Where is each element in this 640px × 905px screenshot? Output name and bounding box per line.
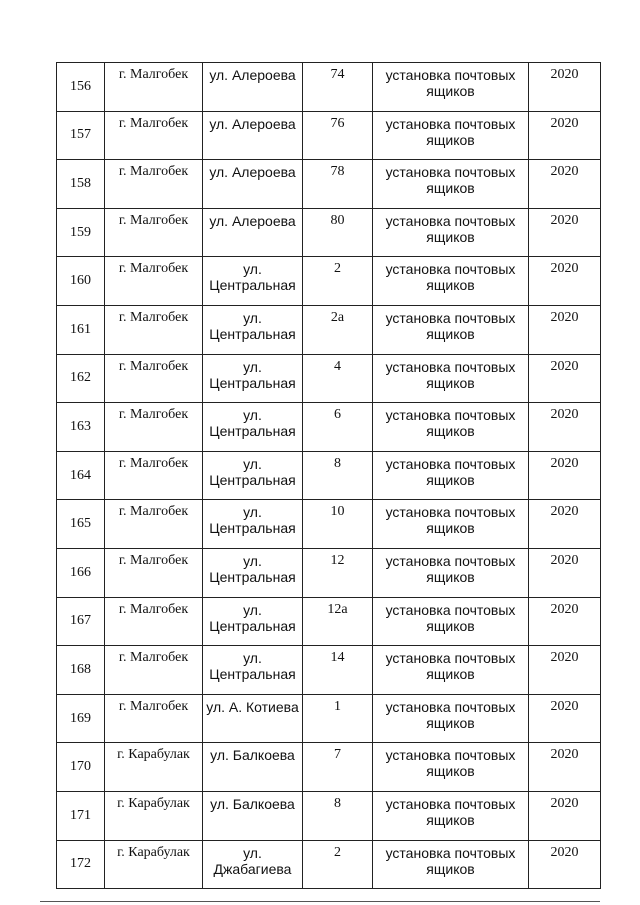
table-row [57,403,601,452]
house-cell: 80 [303,208,373,257]
house-cell: 78 [303,160,373,209]
street-cell: ул. Центральная [203,548,303,597]
work-cell: установка почтовых ящиков [373,694,529,743]
street-cell: ул. Балкоева [203,743,303,792]
street-cell: ул. Центральная [203,257,303,306]
row-number: 162 [57,354,105,403]
house-cell: 8 [303,451,373,500]
city-cell: г. Малгобек [105,111,203,160]
work-cell: установка почтовых ящиков [373,500,529,549]
row-number: 160 [57,257,105,306]
street-cell: ул. Центральная [203,403,303,452]
registry-table [56,62,601,889]
row-number: 163 [57,403,105,452]
table-row [57,305,601,354]
street-cell: ул. Алероева [203,160,303,209]
street-cell: ул. Алероева [203,63,303,112]
row-number: 171 [57,791,105,840]
year-cell: 2020 [529,548,601,597]
work-cell: установка почтовых ящиков [373,791,529,840]
house-cell: 2 [303,840,373,889]
house-cell: 4 [303,354,373,403]
city-cell: г. Карабулак [105,840,203,889]
table-row [57,160,601,209]
table-row [57,111,601,160]
year-cell: 2020 [529,111,601,160]
work-cell: установка почтовых ящиков [373,111,529,160]
table-row [57,63,601,112]
row-number: 172 [57,840,105,889]
year-cell: 2020 [529,354,601,403]
house-cell: 12а [303,597,373,646]
city-cell: г. Карабулак [105,743,203,792]
year-cell: 2020 [529,403,601,452]
table-row [57,840,601,889]
house-cell: 76 [303,111,373,160]
row-number: 156 [57,63,105,112]
row-number: 161 [57,305,105,354]
year-cell: 2020 [529,646,601,695]
street-cell: ул. Центральная [203,500,303,549]
city-cell: г. Малгобек [105,403,203,452]
house-cell: 7 [303,743,373,792]
work-cell: установка почтовых ящиков [373,646,529,695]
year-cell: 2020 [529,160,601,209]
year-cell: 2020 [529,500,601,549]
row-number: 165 [57,500,105,549]
street-cell: ул. Алероева [203,208,303,257]
row-number: 167 [57,597,105,646]
work-cell: установка почтовых ящиков [373,305,529,354]
house-cell: 8 [303,791,373,840]
year-cell: 2020 [529,791,601,840]
year-cell: 2020 [529,694,601,743]
row-number: 169 [57,694,105,743]
work-cell: установка почтовых ящиков [373,403,529,452]
house-cell: 12 [303,548,373,597]
city-cell: г. Малгобек [105,63,203,112]
year-cell: 2020 [529,305,601,354]
page-bottom-rule [40,901,600,902]
street-cell: ул. Центральная [203,597,303,646]
city-cell: г. Малгобек [105,451,203,500]
table-row [57,597,601,646]
work-cell: установка почтовых ящиков [373,597,529,646]
row-number: 159 [57,208,105,257]
house-cell: 2 [303,257,373,306]
city-cell: г. Малгобек [105,305,203,354]
street-cell: ул. Джабагиева [203,840,303,889]
work-cell: установка почтовых ящиков [373,548,529,597]
row-number: 170 [57,743,105,792]
work-cell: установка почтовых ящиков [373,743,529,792]
table-row [57,500,601,549]
city-cell: г. Малгобек [105,694,203,743]
year-cell: 2020 [529,257,601,306]
year-cell: 2020 [529,451,601,500]
house-cell: 6 [303,403,373,452]
street-cell: ул. Балкоева [203,791,303,840]
city-cell: г. Малгобек [105,208,203,257]
table-row [57,548,601,597]
work-cell: установка почтовых ящиков [373,840,529,889]
table-row [57,257,601,306]
year-cell: 2020 [529,208,601,257]
row-number: 164 [57,451,105,500]
year-cell: 2020 [529,840,601,889]
street-cell: ул. Центральная [203,646,303,695]
work-cell: установка почтовых ящиков [373,451,529,500]
table-row [57,694,601,743]
house-cell: 1 [303,694,373,743]
table-row [57,354,601,403]
work-cell: установка почтовых ящиков [373,208,529,257]
city-cell: г. Малгобек [105,597,203,646]
year-cell: 2020 [529,63,601,112]
work-cell: установка почтовых ящиков [373,257,529,306]
table-row [57,208,601,257]
street-cell: ул. Центральная [203,305,303,354]
year-cell: 2020 [529,743,601,792]
work-cell: установка почтовых ящиков [373,354,529,403]
row-number: 158 [57,160,105,209]
house-cell: 14 [303,646,373,695]
table-row [57,791,601,840]
city-cell: г. Малгобек [105,354,203,403]
city-cell: г. Малгобек [105,548,203,597]
city-cell: г. Малгобек [105,160,203,209]
city-cell: г. Карабулак [105,791,203,840]
table-row [57,451,601,500]
street-cell: ул. А. Котиева [203,694,303,743]
city-cell: г. Малгобек [105,257,203,306]
work-cell: установка почтовых ящиков [373,63,529,112]
row-number: 157 [57,111,105,160]
street-cell: ул. Алероева [203,111,303,160]
city-cell: г. Малгобек [105,500,203,549]
house-cell: 2а [303,305,373,354]
work-cell: установка почтовых ящиков [373,160,529,209]
house-cell: 74 [303,63,373,112]
year-cell: 2020 [529,597,601,646]
row-number: 166 [57,548,105,597]
table-row [57,646,601,695]
street-cell: ул. Центральная [203,354,303,403]
row-number: 168 [57,646,105,695]
street-cell: ул. Центральная [203,451,303,500]
house-cell: 10 [303,500,373,549]
table-row [57,743,601,792]
city-cell: г. Малгобек [105,646,203,695]
